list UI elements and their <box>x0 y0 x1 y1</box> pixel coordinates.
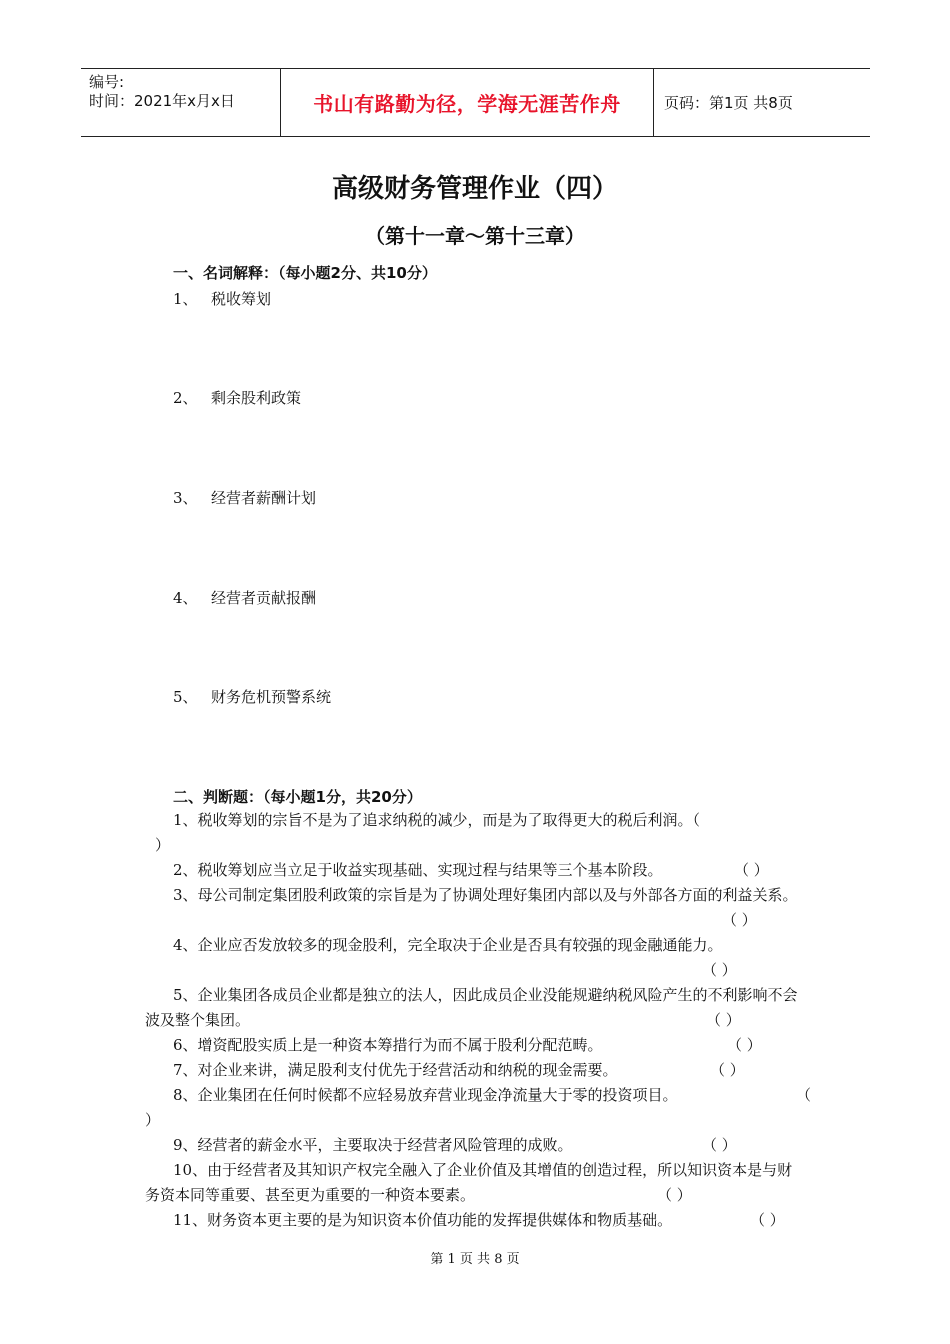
doc-title: 高级财务管理作业（四） <box>331 174 618 204</box>
doc-subtitle: （第十一章～第十三章） <box>365 224 585 248</box>
answer-paren: （ ） <box>706 1011 741 1029</box>
page-footer: 第 1 页 共 8 页 <box>430 1252 520 1267</box>
judgment-text: 4、企业应否发放较多的现金股利，完全取决于企业是否具有较强的现金融通能力。 <box>173 936 723 954</box>
answer-paren: （ ） <box>727 1036 762 1054</box>
judgment-text: 9、经营者的薪金水平，主要取决于经营者风险管理的成败。 <box>173 1136 573 1154</box>
answer-paren: （ ） <box>702 1136 737 1154</box>
term-item <box>173 587 316 608</box>
term-item <box>173 686 331 707</box>
judgment-text: 10、由于经营者及其知识产权完全融入了企业价值及其增值的创造过程，所以知识资本是与财务资本同等重要、甚至更为重要的一种资本要素。 <box>145 1161 793 1204</box>
judgment-item <box>145 1208 805 1233</box>
term-text: 经营者薪酬计划 <box>211 489 317 507</box>
judgment-text: 7、对企业来讲，满足股利支付优先于经营活动和纳税的现金需要。 <box>173 1061 618 1079</box>
answer-paren-close: ） <box>145 1111 161 1129</box>
answer-paren: （ ） <box>702 961 737 979</box>
header-motto-cell <box>281 69 654 136</box>
number-label: 编号: <box>89 73 125 91</box>
judgment-text: 11、财务资本更主要的是为知识资本价值功能的发挥提供媒体和物质基础。 <box>173 1211 673 1229</box>
header-table <box>81 68 870 137</box>
judgment-text: 2、税收筹划应当立足于收益实现基础、实现过程与结果等三个基本阶段。 <box>173 861 663 879</box>
judgment-item <box>145 883 805 908</box>
judgment-item <box>145 1058 805 1083</box>
answer-paren: （ ） <box>710 1061 745 1079</box>
answer-paren: （ ） <box>657 1186 692 1204</box>
header-page-cell <box>654 69 870 136</box>
header-meta-cell <box>81 69 281 136</box>
term-text: 财务危机预警系统 <box>211 688 332 706</box>
section2-heading: 二、判断题：（每小题1分，共20分） <box>173 788 422 806</box>
term-number: 4、 <box>173 589 198 607</box>
term-number: 2、 <box>173 389 198 407</box>
judgment-item <box>145 808 805 858</box>
term-text: 经营者贡献报酬 <box>211 589 317 607</box>
answer-paren: （ ） <box>750 1211 785 1229</box>
term-item <box>173 487 316 508</box>
judgment-text: 3、母公司制定集团股利政策的宗旨是为了协调处理好集团内部以及与外部各方面的利益关系。 <box>173 886 798 904</box>
judgment-text: 6、增资配股实质上是一种资本筹措行为而不属于股利分配范畴。 <box>173 1036 603 1054</box>
answer-paren: ） <box>155 836 171 854</box>
judgment-item <box>145 1033 805 1058</box>
judgment-item <box>145 933 805 958</box>
date-line: 时间：2021年x月x日 <box>89 92 235 110</box>
term-text: 剩余股利政策 <box>211 389 302 407</box>
section1-heading: 一、名词解释：（每小题2分、共10分） <box>173 264 437 282</box>
page-info: 页码：第1页 共8页 <box>664 94 793 112</box>
answer-paren: （ ） <box>734 861 769 879</box>
judgment-text: 1、税收筹划的宗旨不是为了追求纳税的减少，而是为了取得更大的税后利润。（ <box>173 811 701 829</box>
judgment-item <box>145 1158 805 1208</box>
term-number: 1、 <box>173 290 198 308</box>
answer-paren: （ <box>796 1086 812 1104</box>
term-number: 3、 <box>173 489 198 507</box>
judgment-item <box>145 1083 805 1108</box>
answer-paren: （ ） <box>722 911 757 929</box>
judgment-item <box>145 858 805 883</box>
judgment-text: 8、企业集团在任何时候都不应轻易放弃营业现金净流量大于零的投资项目。 <box>173 1086 678 1104</box>
judgment-text: 5、企业集团各成员企业都是独立的法人，因此成员企业没能规避纳税风险产生的不利影响不会波及整个集团。 <box>145 986 798 1029</box>
term-item <box>173 288 271 309</box>
term-text: 税收筹划 <box>211 290 272 308</box>
term-item <box>173 387 301 408</box>
motto-text: 书山有路勤为径，学海无涯苦作舟 <box>313 92 621 116</box>
term-number: 5、 <box>173 688 198 706</box>
